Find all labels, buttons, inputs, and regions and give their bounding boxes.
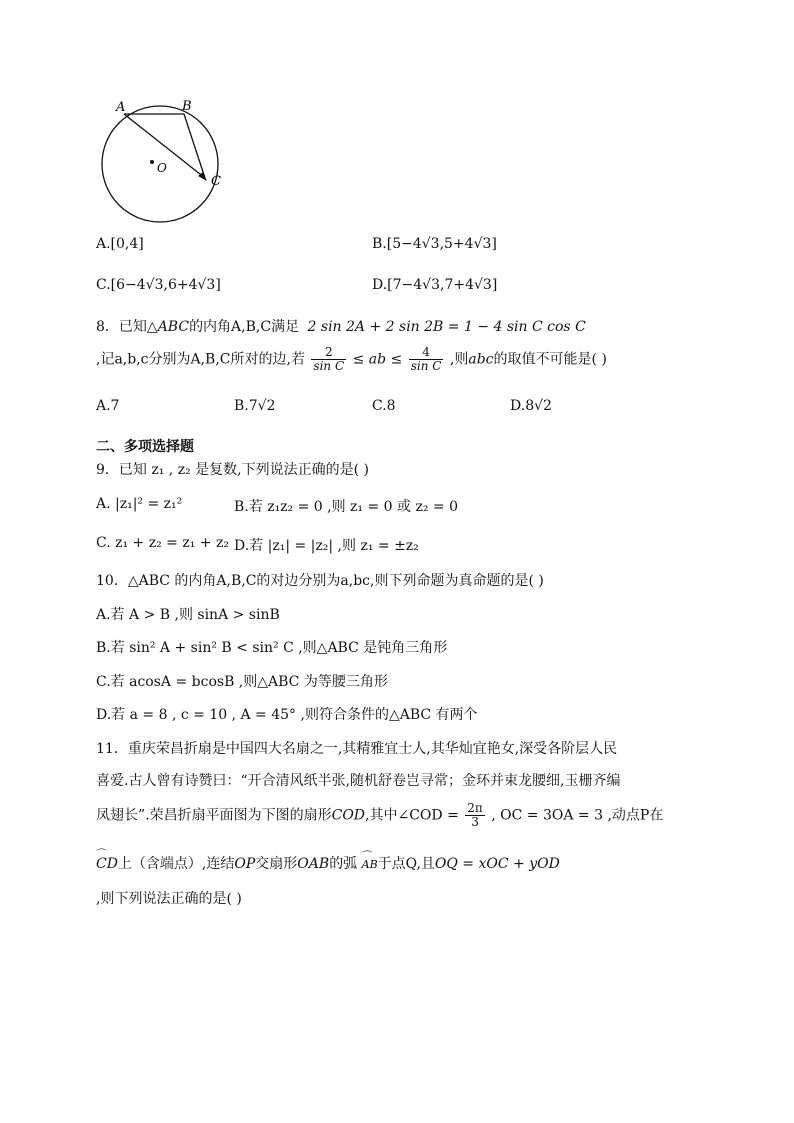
q7-option-d: D.[7−4√3,7+4√3] — [372, 277, 498, 293]
q9-stem: 9．已知 z₁ , z₂ 是复数,下列说法正确的是( ) — [96, 462, 369, 478]
q11-line2: 喜爱.古人曾有诗赞曰：“开合清风纸半张,随机舒卷岂寻常；金环并束龙腰细,玉栅齐编 — [96, 773, 621, 789]
label-b: B — [182, 99, 192, 114]
q11-line3: 凤翅长”.荣昌折扇平面图为下图的扇形COD,其中∠COD = $\frac{2\pi}{3}$ , OC = 3OA = 3 ,动点P在 — [96, 801, 664, 830]
q8-line2: ,记a,b,c分别为A,B,C所对的边,若 $\frac{2}{\text{sin C}}$ ≤ ab ≤ $\frac{4}{\text{sin C}}$ ,则abc的取值不可能是( ) — [96, 345, 607, 374]
q9-option-b: B.若 z₁z₂ = 0 ,则 z₁ = 0 或 z₂ = 0 — [234, 499, 459, 515]
q8-line1: 8．已知△ABC的内角A,B,C满足 2 sin 2A + 2 sin 2B = 1 − 4 sin C cos C — [96, 319, 586, 335]
q8-option-c: C.8 — [372, 398, 396, 414]
q8-option-a: A.7 — [96, 398, 120, 414]
q7-option-b: B.[5−4√3,5+4√3] — [372, 236, 497, 252]
label-o: O — [157, 161, 167, 175]
q8-option-b: B.7√2 — [234, 398, 276, 414]
q11-line4: ⌒ CD上（含端点）,连结OP交扇形OAB的弧 ⌒ AB于点Q,且OQ = xOC + yOD — [96, 853, 560, 873]
q11-line1: 11．重庆荣昌折扇是中国四大名扇之一,其精雅宜士人,其华灿宜艳女,深受各阶层人民 — [96, 741, 618, 757]
q9-option-a: A. |z₁|² = z₁² — [96, 496, 183, 512]
q10-option-c: C.若 acosA = bcosB ,则△ABC 为等腰三角形 — [96, 674, 388, 690]
label-a: A — [116, 100, 126, 115]
section-heading: 二、多项选择题 — [96, 439, 194, 455]
q10-stem: 10．△ABC 的内角A,B,C的对边分别为a,bc,则下列命题为真命题的是( ) — [96, 573, 544, 589]
q8-option-d: D.8√2 — [510, 398, 552, 414]
label-c: C — [211, 174, 221, 189]
q11-line5: ,则下列说法正确的是( ) — [96, 891, 242, 907]
q7-option-a: A.[0,4] — [96, 236, 144, 252]
q9-option-c: C. z₁ + z₂ = z₁ + z₂ — [96, 535, 229, 551]
q10-option-b: B.若 sin² A + sin² B < sin² C ,则△ABC 是钝角三角形 — [96, 640, 448, 656]
q9-option-d: D.若 |z₁| = |z₂| ,则 z₁ = ±z₂ — [234, 538, 419, 554]
circle-figure — [90, 92, 240, 224]
q10-option-d: D.若 a = 8 , c = 10 , A = 45° ,则符合条件的△ABC 有两个 — [96, 707, 478, 723]
q10-option-a: A.若 A > B ,则 sinA > sinB — [96, 607, 280, 623]
q7-option-c: C.[6−4√3,6+4√3] — [96, 277, 221, 293]
